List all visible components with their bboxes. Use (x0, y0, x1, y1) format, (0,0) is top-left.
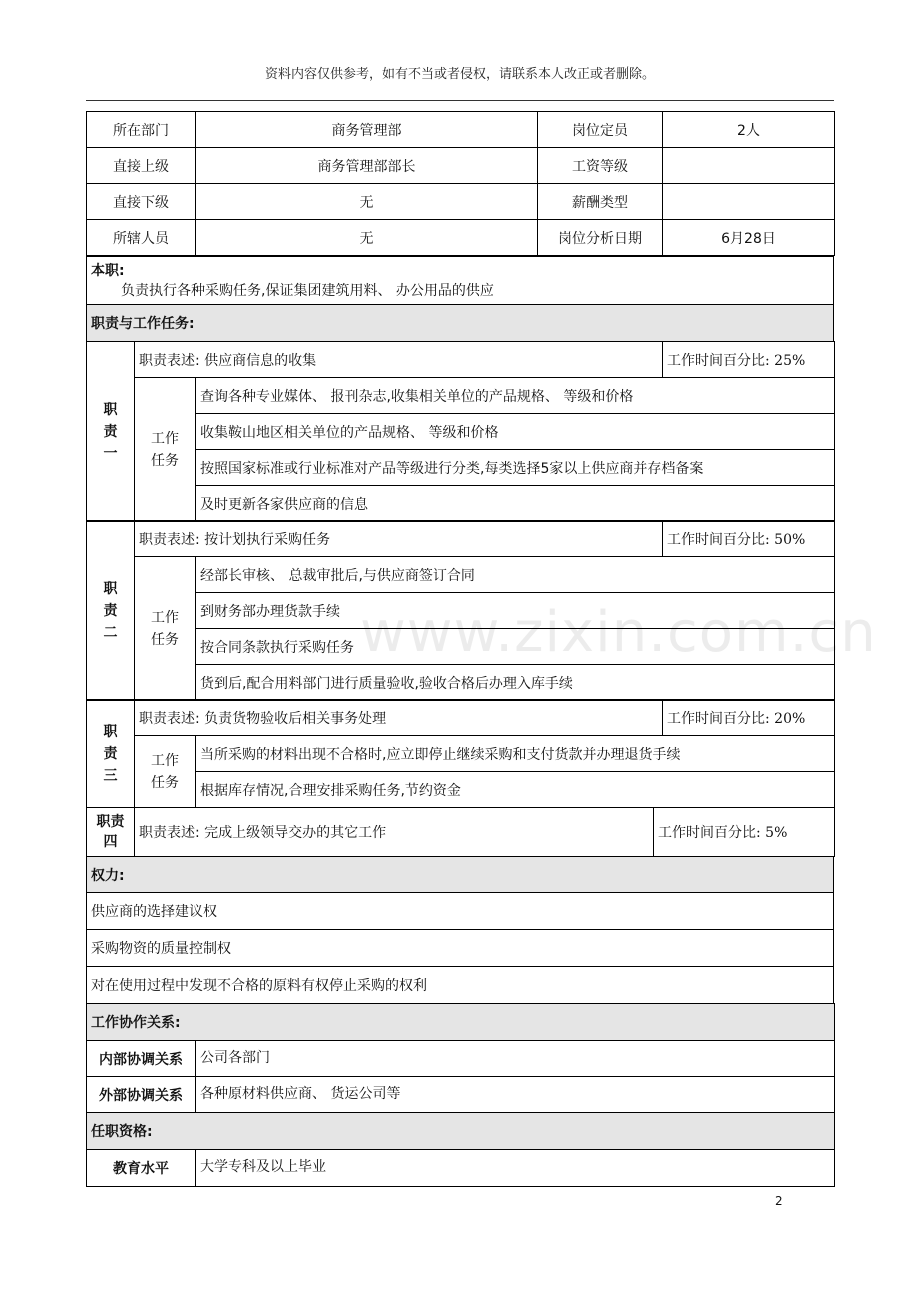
duty-2-task: 按合同条款执行采购任务 (196, 629, 835, 665)
duty-3-percent: 工作时间百分比: 20% (663, 700, 835, 736)
staff-label: 所辖人员 (87, 220, 196, 256)
duty-1-name: 职 责 一 (87, 342, 135, 522)
superior-value: 商务管理部部长 (196, 148, 538, 184)
duty-1-task: 查询各种专业媒体、 报刊杂志,收集相关单位的产品规格、 等级和价格 (196, 378, 835, 414)
grade-label: 工资等级 (538, 148, 663, 184)
duty-1-percent: 工作时间百分比: 25% (663, 342, 835, 378)
duty-4-statement: 职责表述: 完成上级领导交办的其它工作 (135, 808, 654, 857)
quota-label: 岗位定员 (538, 112, 663, 148)
external-value: 各种原材料供应商、 货运公司等 (196, 1077, 835, 1113)
core-title: 本职: (91, 263, 125, 279)
duty-1-statement: 职责表述: 供应商信息的收集 (135, 342, 663, 378)
duty-3-task: 当所采购的材料出现不合格时,应立即停止继续采购和支付货款并办理退货手续 (196, 736, 835, 772)
duty-3-task-label: 工作 任务 (135, 736, 196, 808)
dept-label: 所在部门 (87, 112, 196, 148)
watermark: www.zixin.com.cn (360, 600, 877, 665)
power-section (86, 856, 834, 1004)
duty-1 (86, 341, 834, 522)
staff-value: 无 (196, 220, 538, 256)
core-text: 负责执行各种采购任务,保证集团建筑用料、 办公用品的供应 (121, 283, 494, 299)
power-item: 采购物资的质量控制权 (87, 930, 834, 967)
duty-4-name: 职责 四 (87, 808, 135, 857)
power-item: 供应商的选择建议权 (87, 893, 834, 930)
internal-label: 内部协调关系 (87, 1041, 196, 1077)
info-table (86, 111, 834, 256)
header-disclaimer: 资料内容仅供参考，如有不当或者侵权，请联系本人改正或者删除。 (264, 67, 655, 82)
duties-title: 职责与工作任务: (87, 305, 834, 342)
superior-label: 直接上级 (87, 148, 196, 184)
duty-3-task: 根据库存情况,合理安排采购任务,节约资金 (196, 772, 835, 808)
date-value: 6月28日 (663, 220, 835, 256)
power-item: 对在使用过程中发现不合格的原料有权停止采购的权利 (87, 967, 834, 1004)
duties-section (86, 304, 834, 342)
subordinate-label: 直接下级 (87, 184, 196, 220)
core-section (86, 256, 834, 305)
duty-2-task: 经部长审核、 总裁审批后,与供应商签订合同 (196, 557, 835, 593)
page-number: 2 (775, 1194, 783, 1208)
duty-1-task: 及时更新各家供应商的信息 (196, 486, 835, 522)
external-label: 外部协调关系 (87, 1077, 196, 1113)
duty-2-task: 货到后,配合用料部门进行质量验收,验收合格后办理入库手续 (196, 665, 835, 701)
subordinate-value: 无 (196, 184, 538, 220)
duty-3 (86, 699, 834, 808)
duty-2-task: 到财务部办理货款手续 (196, 593, 835, 629)
qualification-section (86, 1112, 834, 1187)
duty-3-name: 职 责 三 (87, 700, 135, 808)
date-label: 岗位分析日期 (538, 220, 663, 256)
duty-3-statement: 职责表述: 负责货物验收后相关事务处理 (135, 700, 663, 736)
power-title: 权力: (87, 857, 834, 893)
qualification-title: 任职资格: (87, 1113, 835, 1150)
duty-2-percent: 工作时间百分比: 50% (663, 521, 835, 557)
duty-1-task: 按照国家标准或行业标准对产品等级进行分类,每类选择5家以上供应商并存档备案 (196, 450, 835, 486)
internal-value: 公司各部门 (196, 1041, 835, 1077)
duty-1-task-label: 工作 任务 (135, 378, 196, 522)
quota-value: 2人 (663, 112, 835, 148)
cooperation-title: 工作协作关系: (87, 1004, 835, 1041)
education-label: 教育水平 (87, 1150, 196, 1187)
duty-4 (86, 807, 834, 857)
duty-2-task-label: 工作 任务 (135, 557, 196, 701)
duty-4-percent: 工作时间百分比: 5% (654, 808, 835, 857)
header-rule (86, 100, 834, 101)
grade-value (663, 148, 835, 184)
duty-2-name: 职 责 二 (87, 521, 135, 701)
duty-1-task: 收集鞍山地区相关单位的产品规格、 等级和价格 (196, 414, 835, 450)
pay-label: 薪酬类型 (538, 184, 663, 220)
education-value: 大学专科及以上毕业 (196, 1150, 835, 1187)
cooperation-section (86, 1003, 834, 1113)
pay-value (663, 184, 835, 220)
duty-2-statement: 职责表述: 按计划执行采购任务 (135, 521, 663, 557)
dept-value: 商务管理部 (196, 112, 538, 148)
